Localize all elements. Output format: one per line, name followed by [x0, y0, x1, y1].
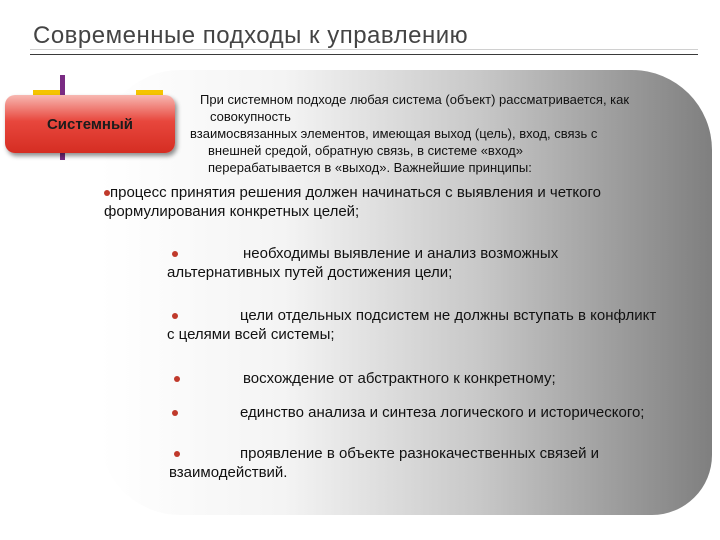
principle-item-1-line-1: процесс принятия решения должен начинаться с выявления и четкого	[110, 184, 601, 201]
bullet-dot	[172, 313, 178, 319]
intro-line: внешней средой, обратную связь, в системе «вход»	[208, 143, 523, 158]
intro-line: совокупность	[210, 109, 291, 124]
bullet-dot	[172, 410, 178, 416]
intro-line: перерабатывается в «выход». Важнейшие принципы:	[208, 160, 532, 175]
approach-badge	[5, 95, 175, 153]
principle-item-6-line-1: проявление в объекте разнокачественных связей и	[240, 445, 600, 462]
page-title: Современные подходы к управлению	[33, 22, 469, 49]
bullet-dot	[174, 376, 180, 382]
intro-text	[190, 91, 670, 176]
principle-item-2-line-1: необходимы выявление и анализ возможных	[243, 245, 559, 262]
intro-line: взаимосвязанных элементов, имеющая выход (цель), вход, связь с	[190, 126, 598, 141]
principle-item-6-line-2: взаимодействий.	[169, 464, 288, 481]
principle-item-3-line-1: цели отдельных подсистем не должны вступать в конфликт	[240, 307, 657, 324]
approach-badge-label: Системный	[46, 115, 134, 133]
principle-item-5-line-1: единство анализа и синтеза логического и исторического;	[240, 404, 645, 421]
principle-item-1-line-2: формулирования конкретных целей;	[104, 203, 360, 220]
title-divider-shadow	[30, 49, 698, 50]
principle-item-3-line-2: с целями всей системы;	[167, 326, 335, 343]
bullet-dot	[172, 251, 178, 257]
intro-line: При системном подходе любая система (объект) рассматривается, как	[200, 92, 630, 107]
title-divider	[30, 54, 698, 55]
principle-item-2-line-2: альтернативных путей достижения цели;	[167, 264, 453, 281]
bullet-dot	[174, 451, 180, 457]
principle-item-4-line-1: восхождение от абстрактного к конкретному;	[243, 370, 556, 387]
